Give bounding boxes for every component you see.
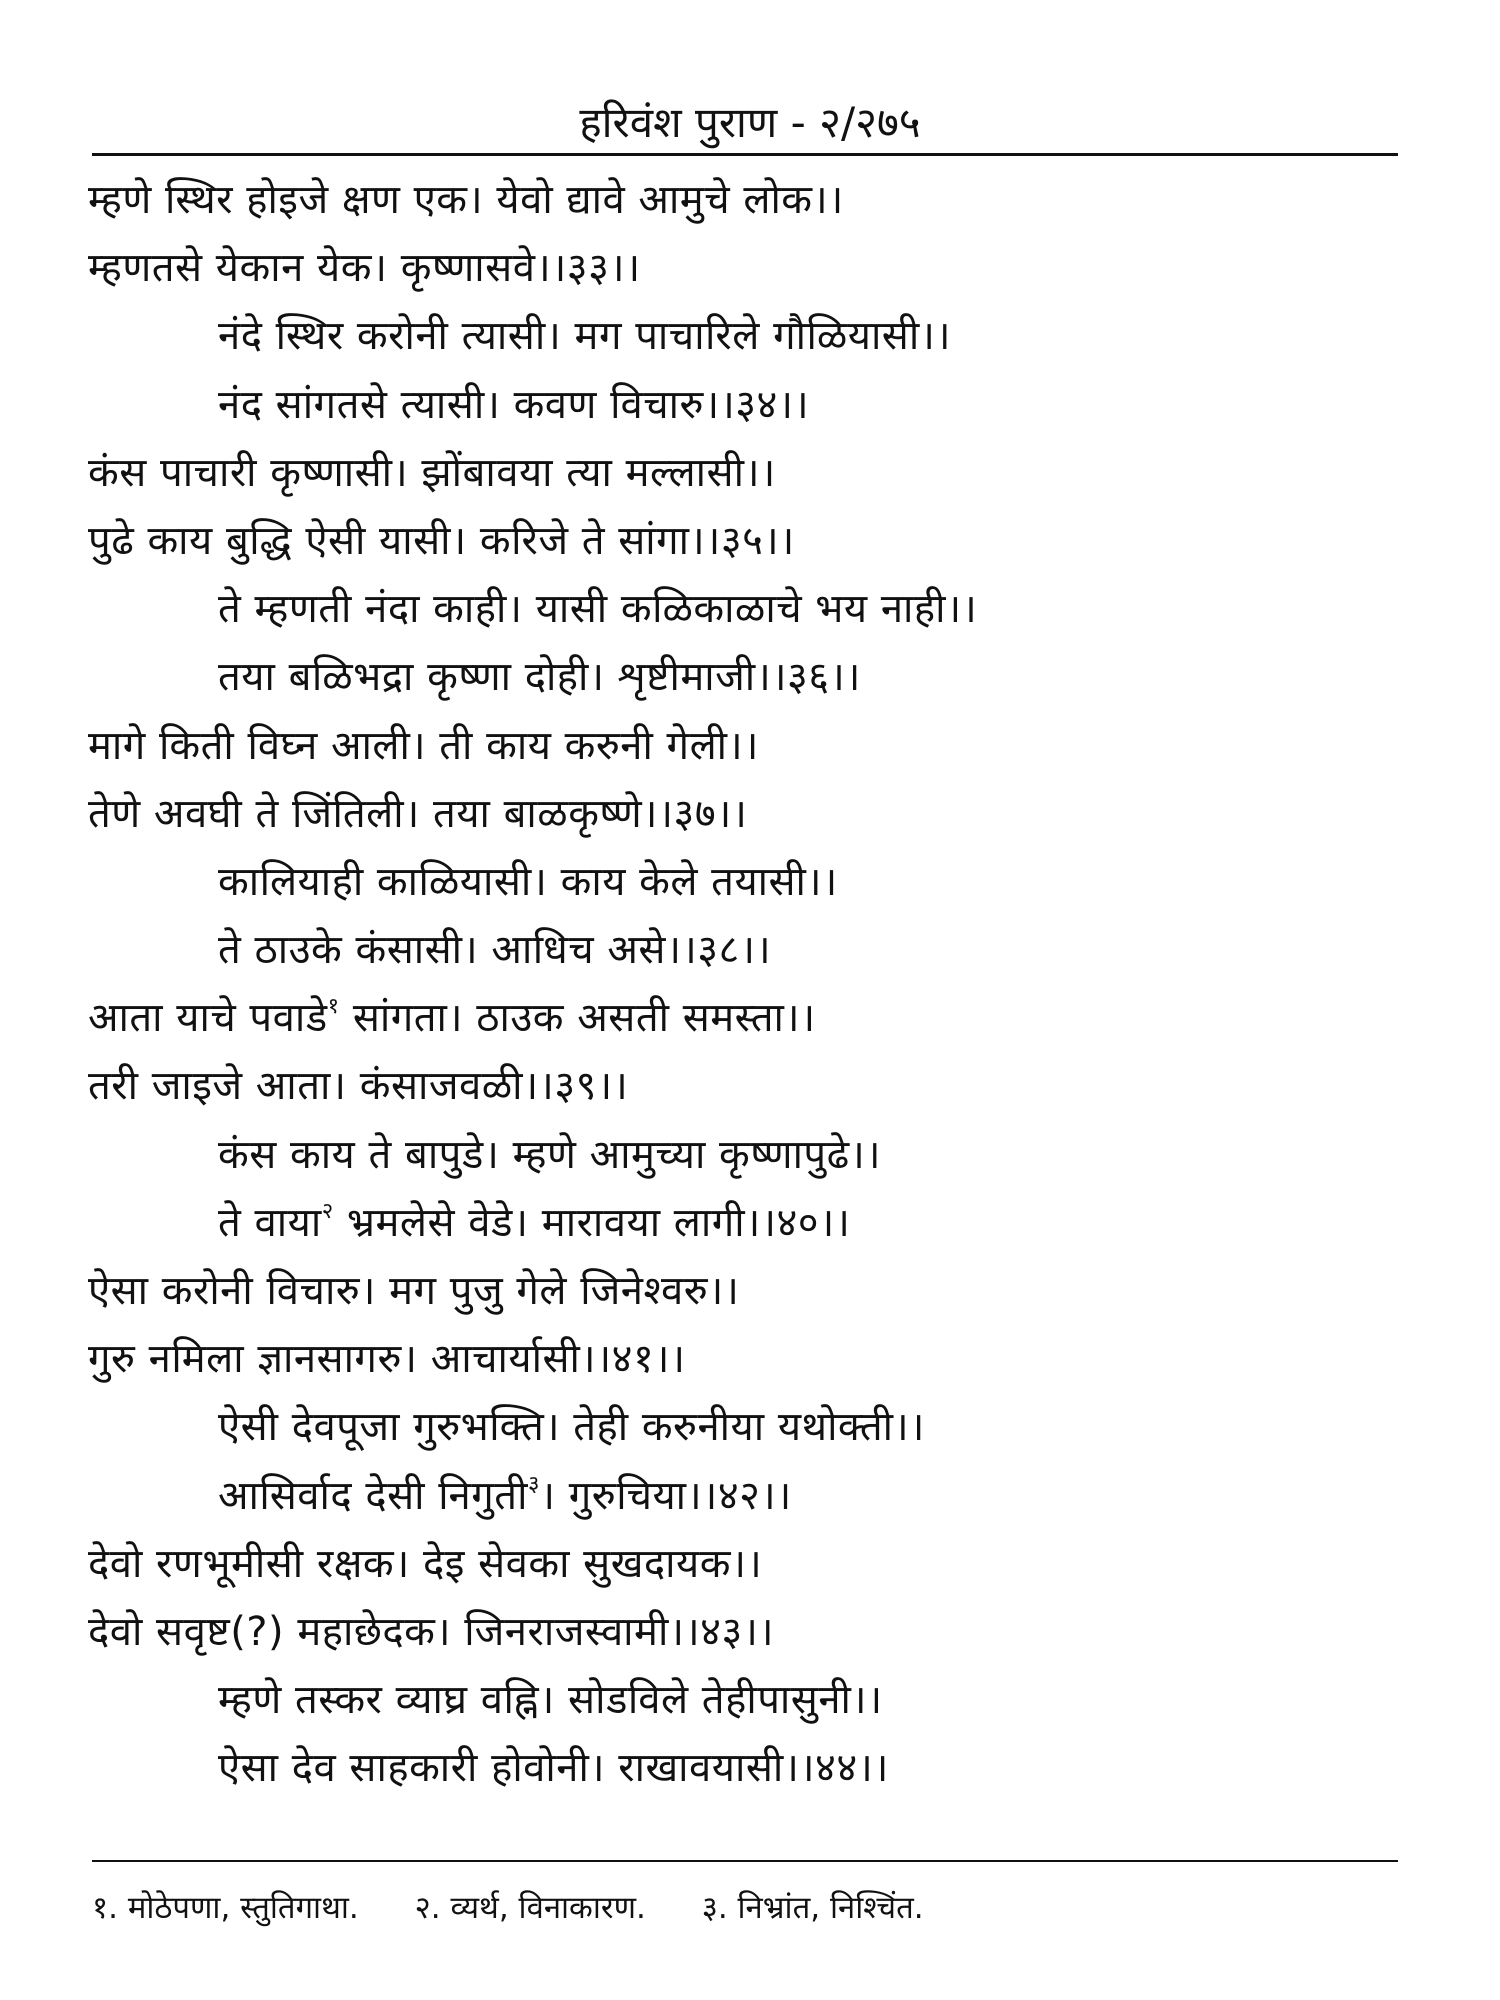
verse-text: आसिर्वाद देसी निगुती: [218, 1472, 528, 1519]
verse-text: मागे किती विघ्न आली। ती काय करुनी गेली।।: [88, 722, 759, 769]
verse-line: [0, 780, 1500, 848]
verse-line: [0, 302, 1500, 370]
verse-text: ऐसा करोनी विचारु। मग पुजु गेले जिनेश्वरु।।: [88, 1268, 740, 1314]
verse-line: [0, 1052, 1500, 1120]
verse-line: [0, 916, 1500, 984]
verse-line: [0, 712, 1500, 780]
verse-text: कंस काय ते बापुडे। म्हणे आमुच्या कृष्णापुढे।।: [218, 1131, 881, 1178]
verse-line: [0, 1462, 1500, 1530]
page-header: [0, 88, 1500, 158]
verse-text: तया बळिभद्रा कृष्णा दोही। शृष्टीमाजी।।३६।।: [218, 654, 861, 701]
footnote-3: ३. निभ्रांत, निश्चिंत.: [701, 1890, 924, 1926]
verse-line: [0, 984, 1500, 1052]
verse-text: देवो सवृष्ट(?) महाछेदक। जिनराजस्वामी।।४३।।: [88, 1608, 775, 1655]
verse-block: [0, 166, 1500, 1803]
verse-text: कालियाही काळियासी। काय केले तयासी।।: [218, 858, 838, 905]
footnote-marker: २: [321, 1198, 334, 1224]
footnote-2: २. व्यर्थ, विनाकारण.: [414, 1890, 646, 1926]
verse-text: ते ठाउके कंसासी। आधिच असे।।३८।।: [218, 927, 772, 974]
verse-text: म्हणे स्थिर होइजे क्षण एक। येवो द्यावे आमुचे लोक।।: [88, 177, 844, 223]
verse-line: [0, 643, 1500, 711]
verse-line: [0, 1598, 1500, 1666]
verse-text-continued: भ्रमलेसे वेडे। मारावया लागी।।४०।।: [333, 1199, 851, 1246]
verse-text: आता याचे पवाडे: [88, 995, 328, 1042]
verse-line: [0, 371, 1500, 439]
footnote-marker: ३: [527, 1471, 540, 1497]
verse-text: नंदे स्थिर करोनी त्यासी। मग पाचारिले गौळियासी।।: [218, 313, 952, 360]
verse-text: नंद सांगतसे त्यासी। कवण विचारु।।३४।।: [218, 381, 810, 428]
verse-line: [0, 1121, 1500, 1189]
footnotes: [92, 1880, 1398, 1936]
verse-line: [0, 1325, 1500, 1393]
verse-line: [0, 1666, 1500, 1734]
verse-text: पुढे काय बुद्धि ऐसी यासी। करिजे ते सांगा।।३५।।: [88, 517, 795, 564]
verse-text: तरी जाइजे आता। कंसाजवळी।।३९।।: [88, 1063, 629, 1110]
verse-line: [0, 848, 1500, 916]
verse-text: ते म्हणती नंदा काही। यासी कळिकाळाचे भय नाही।।: [218, 586, 978, 633]
header-rule: [92, 153, 1398, 156]
verse-line: [0, 1734, 1500, 1802]
verse-text: ते वाया: [218, 1199, 322, 1246]
verse-line: [0, 575, 1500, 643]
verse-text: गुरु नमिला ज्ञानसागरु। आचार्यासी।।४१।।: [88, 1336, 686, 1383]
verse-text: देवो रणभूमीसी रक्षक। देइ सेवका सुखदायक।।: [88, 1540, 763, 1587]
footnote-1: १. मोठेपणा, स्तुतिगाथा.: [92, 1890, 359, 1926]
verse-text: तेणे अवघी ते जिंतिली। तया बाळकृष्णे।।३७।।: [88, 790, 748, 837]
verse-line: [0, 1530, 1500, 1598]
footnote-marker: १: [327, 994, 340, 1020]
verse-text-continued: । गुरुचिया।।४२।।: [539, 1472, 792, 1519]
verse-line: [0, 1257, 1500, 1325]
verse-text: कंस पाचारी कृष्णासी। झोंबावया त्या मल्लासी।।: [88, 449, 776, 496]
verse-text-continued: सांगता। ठाउक असती समस्ता।।: [339, 995, 816, 1042]
verse-text: ऐसा देव साहकारी होवोनी। राखावयासी।।४४।।: [218, 1745, 889, 1792]
verse-line: [0, 1393, 1500, 1461]
verse-line: [0, 166, 1500, 234]
verse-text: म्हणे तस्कर व्याघ्र वह्नि। सोडविले तेहीपासुनी।।: [218, 1677, 883, 1724]
verse-line: [0, 507, 1500, 575]
verse-text: ऐसी देवपूजा गुरुभक्ति। तेही करुनीया यथोक्ती।।: [218, 1404, 925, 1451]
verse-line: [0, 234, 1500, 302]
footnote-rule: [92, 1860, 1398, 1862]
verse-line: [0, 1189, 1500, 1257]
page-title: हरिवंश पुराण - २/२७५: [579, 98, 921, 147]
verse-line: [0, 439, 1500, 507]
verse-text: म्हणतसे येकान येक। कृष्णासवे।।३३।।: [88, 245, 641, 292]
